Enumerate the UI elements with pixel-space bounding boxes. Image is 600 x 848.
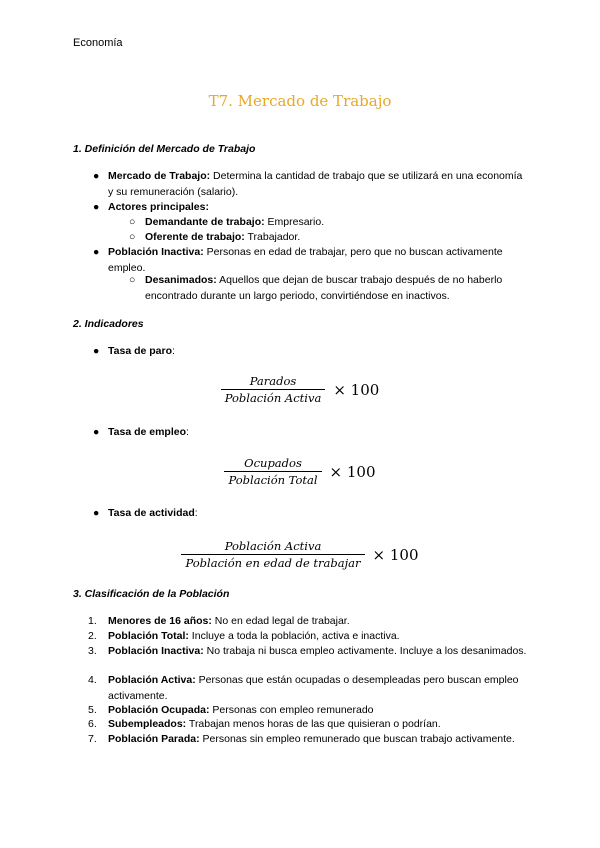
formula-tasa-paro [0,374,600,405]
bullet-dot: ● [93,201,100,213]
bullet-dot: ● [93,345,100,357]
term: Actores principales: [108,201,209,213]
definition: No trabaja ni busca empleo activamente. Incluye a los desanimados. [203,645,527,657]
bullet-dot: ● [93,426,100,438]
definition: Personas con empleo remunerado [209,704,374,716]
term: Oferente de trabajo: [145,231,245,243]
bullet-circle: ○ [129,216,136,228]
indicator-label: Tasa de actividad [108,507,195,519]
list-item [145,230,535,246]
definition: Trabajan menos horas de las que quisieran o podrían. [186,718,441,730]
indicator-label: Tasa de empleo [108,426,187,438]
colon: : [186,426,189,438]
definition: Personas que están ocupadas o desempleadas pero buscan empleo activamente. [108,674,519,702]
list-item [145,273,535,304]
definition: Empresario. [264,216,325,228]
list-item [108,644,528,660]
list-item [108,425,528,441]
list-item [108,717,528,733]
term: Población Inactiva: [108,246,204,258]
list-number: 3. [88,645,97,657]
bullet-dot: ● [93,246,100,258]
list-item [108,245,528,276]
fraction [181,539,364,570]
list-item [108,673,528,704]
definition: No en edad legal de trabajar. [211,615,350,627]
section-2-heading: 2. Indicadores [73,318,144,330]
bullet-dot: ● [93,170,100,182]
multiplier: × 100 [329,462,376,481]
colon: : [172,345,175,357]
term: Población Inactiva: [108,645,204,657]
list-item [145,215,535,231]
definition: Determina la cantidad de trabajo que se utilizará en una economía y su remuneración (salario). [108,170,523,198]
section-3-heading: 3. Clasificación de la Población [73,588,230,600]
definition: Aquellos que dejan de buscar trabajo después de no haberlo encontrado durante un largo periodo, convirtiéndose en inactivos. [145,274,503,302]
list-number: 4. [88,674,97,686]
denominator: Población Activa [221,389,326,405]
denominator: Población en edad de trabajar [181,554,364,570]
indicator-label: Tasa de paro [108,345,172,357]
term: Población Ocupada: [108,704,210,716]
bullet-circle: ○ [129,231,136,243]
numerator: Ocupados [244,456,302,470]
multiplier: × 100 [372,545,419,564]
list-item [108,200,528,216]
bullet-dot: ● [93,507,100,519]
list-number: 2. [88,630,97,642]
term: Población Parada: [108,733,200,745]
definition: Personas sin empleo remunerado que buscan trabajo activamente. [199,733,515,745]
list-item [108,732,528,748]
list-number: 1. [88,615,97,627]
term: Desanimados: [145,274,217,286]
numerator: Parados [249,374,297,388]
term: Demandante de trabajo: [145,216,265,228]
term: Población Total: [108,630,189,642]
page-title: T7. Mercado de Trabajo [208,92,392,110]
term: Mercado de Trabajo: [108,170,211,182]
list-number: 5. [88,704,97,716]
section-1-heading: 1. Definición del Mercado de Trabajo [73,143,256,155]
term: Subempleados: [108,718,187,730]
multiplier: × 100 [333,380,380,399]
fraction [224,456,321,487]
fraction [221,374,326,405]
formula-tasa-empleo [0,456,600,487]
colon: : [194,507,198,519]
bullet-circle: ○ [129,274,136,286]
definition: Personas en edad de trabajar, pero que no buscan activamente empleo. [108,246,503,274]
list-item [108,344,528,360]
list-item [108,614,528,630]
numerator: Población Activa [224,539,322,553]
term: Menores de 16 años: [108,615,212,627]
list-number: 7. [88,733,97,745]
list-number: 6. [88,718,97,730]
denominator: Población Total [224,471,321,487]
list-item [108,629,528,645]
formula-tasa-actividad [0,539,600,570]
term: Población Activa: [108,674,196,686]
definition: Incluye a toda la población, activa e inactiva. [188,630,400,642]
list-item [108,169,528,200]
list-item [108,506,528,522]
definition: Trabajador. [244,231,301,243]
document-header: Economía [73,37,123,49]
